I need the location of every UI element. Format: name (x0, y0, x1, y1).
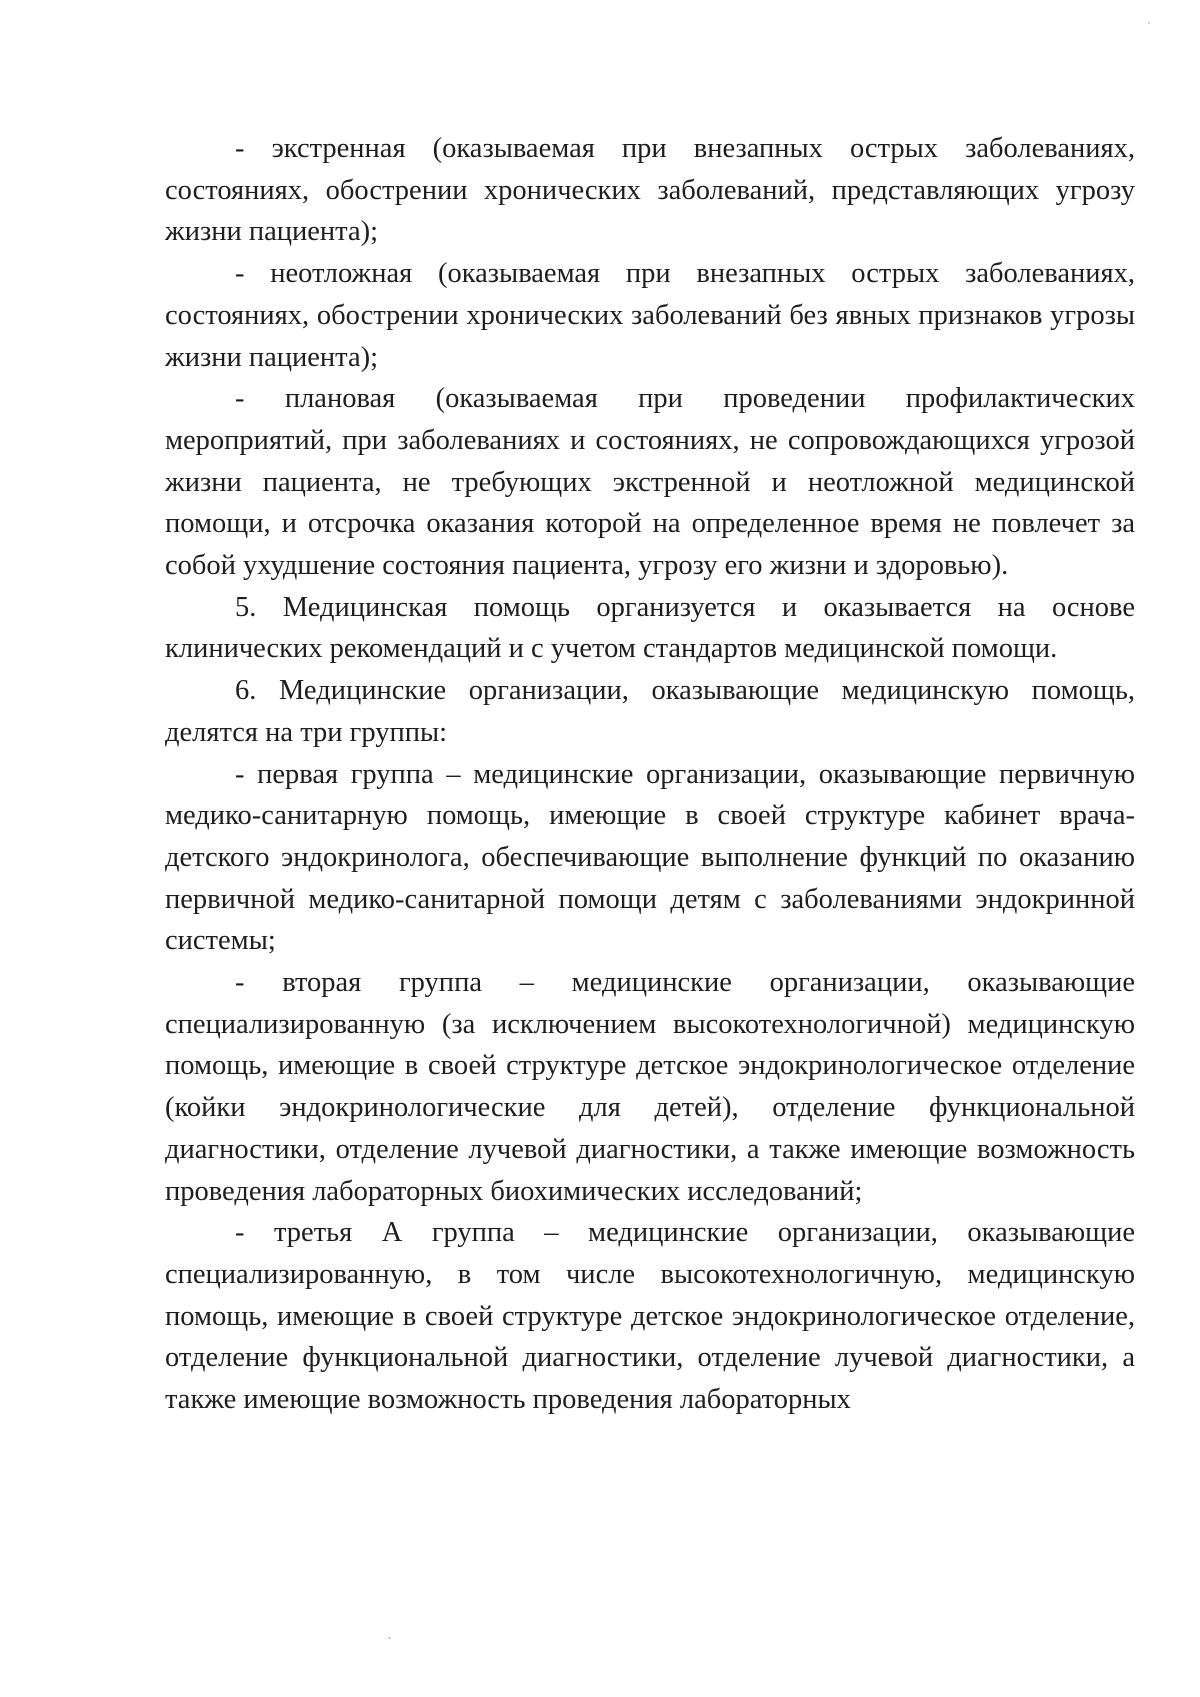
paragraph-third-a-group: - третья А группа – медицинские организации, оказывающие специализированную, в том числе высокотехнологичную, медицинскую помощь, имеющие в своей структуре детское эндокринологическое отделение, отделение функциональной диагностики, отделение лучевой диагностики, а также имеющие возможность проведения лабораторных (165, 1217, 1135, 1416)
paragraph-second-group: - вторая группа – медицинские организации, оказывающие специализированную (за исключением высокотехнологичной) медицинскую помощь, имеющие в своей структуре детское эндокринологическое отделение (койки эндокринологические для детей), отделение функциональной диагностики, отделение лучевой диагностики, а также имеющие возможность проведения лабораторных биохимических исследований; (165, 967, 1135, 1207)
document-body (165, 128, 1135, 1421)
paragraph-first-group: - первая группа – медицинские организации, оказывающие первичную медико-санитарную помощь, имеющие в своей структуре кабинет врача-детского эндокринолога, обеспечивающие выполнение функций по оказанию первичной медико-санитарной помощи детям с заболеваниями эндокринной системы; (165, 758, 1135, 957)
scan-speck (1148, 22, 1150, 24)
scan-speck (388, 1637, 391, 1639)
paragraph-urgent-care: - неотложная (оказываемая при внезапных острых заболеваниях, состояниях, обострении хронических заболеваний без явных признаков угрозы жизни пациента); (165, 258, 1135, 373)
paragraph-item-5: 5. Медицинская помощь организуется и оказывается на основе клинических рекомендаций и с учетом стандартов медицинской помощи. (165, 591, 1135, 665)
paragraph-planned-care: - плановая (оказываемая при проведении профилактических мероприятий, при заболеваниях и состояниях, не сопровождающихся угрозой жизни пациента, не требующих экстренной и неотложной медицинской помощи, и отсрочка оказания которой на определенное время не повлечет за собой ухудшение состояния пациента, угрозу его жизни и здоровью). (165, 383, 1135, 582)
paragraph-item-6: 6. Медицинские организации, оказывающие медицинскую помощь, делятся на три группы: (165, 675, 1135, 748)
paragraph-emergency-care: - экстренная (оказываемая при внезапных острых заболеваниях, состояниях, обострении хронических заболеваний, представляющих угрозу жизни пациента); (165, 133, 1135, 248)
